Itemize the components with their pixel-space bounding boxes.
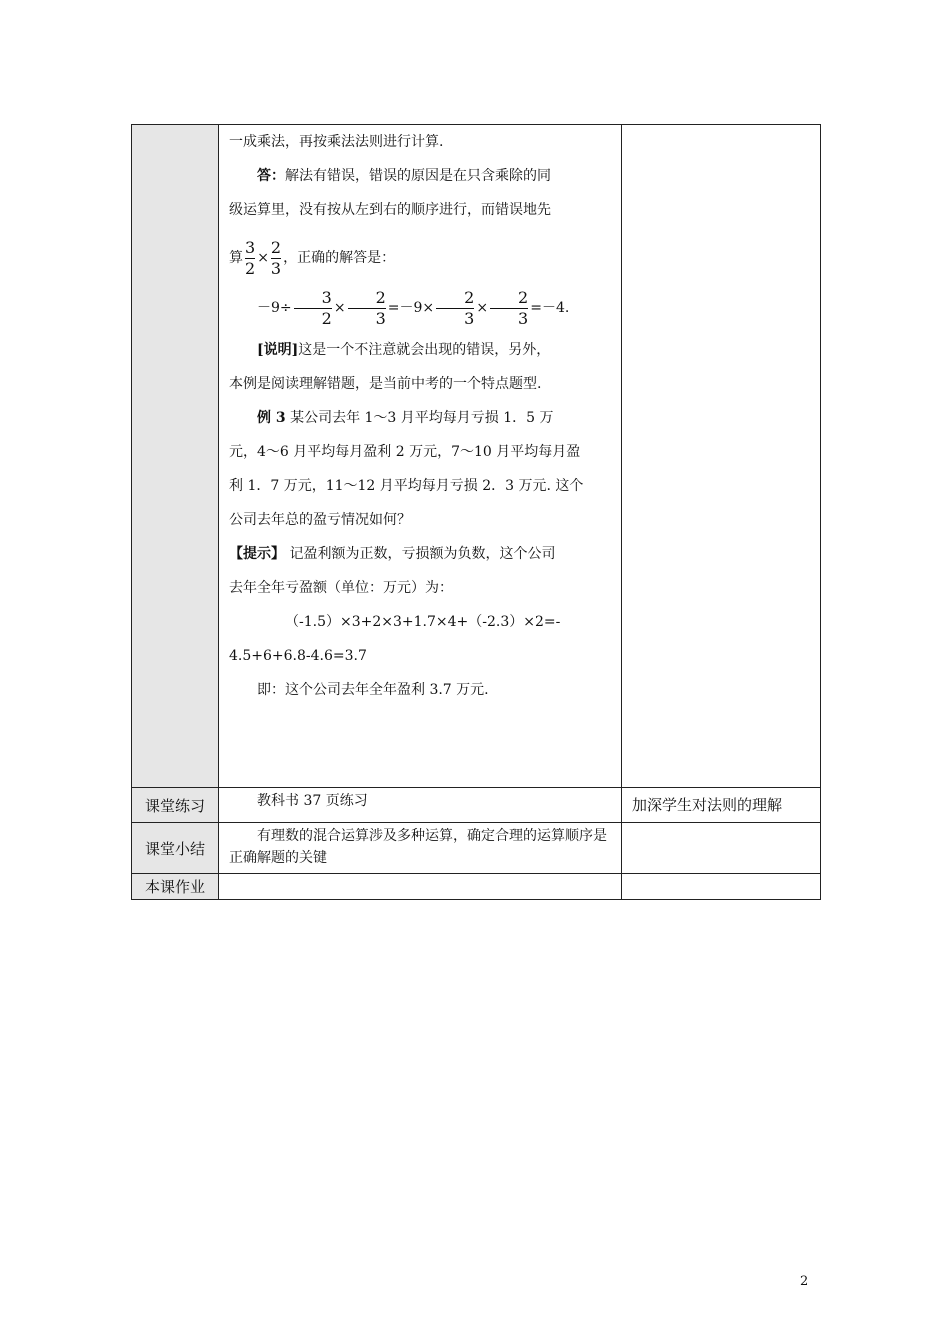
formula-a: （-1.5）×3+2×3+1.7×4+（-2.3）×2=- — [285, 614, 561, 630]
example-text-c: 利 1．7 万元，11～12 月平均每月亏损 2．3 万元. 这个 — [229, 478, 584, 494]
practice-label: 课堂练习 — [144, 796, 205, 815]
practice-note-cell — [622, 788, 821, 823]
answer-text-a: 解法有错误，错误的原因是在只含乘除的同 — [285, 168, 551, 184]
calc-line — [229, 233, 621, 283]
main-row — [132, 125, 821, 788]
eq-mid: =－9× — [387, 300, 435, 316]
answer-line — [229, 159, 621, 193]
hint-label: 【提示】 — [229, 546, 285, 562]
example-label: 例 3 — [257, 410, 286, 426]
example-text-b: 元，4～6 月平均每月盈利 2 万元，7～10 月平均每月盈 — [229, 444, 581, 460]
lesson-plan-table — [131, 124, 821, 900]
homework-row — [132, 874, 821, 900]
fraction-2-3: $\frac{2}{3}$ — [270, 237, 282, 278]
summary-content-cell — [219, 823, 622, 874]
answer-label: 答： — [257, 168, 285, 184]
formula-b: 4.5+6+6.8-4.6=3.7 — [229, 648, 367, 664]
example-text-d: 公司去年总的盈亏情况如何？ — [229, 512, 411, 528]
summary-content: 有理数的混合运算涉及多种运算，确定合理的运算顺序是正确解题的关键 — [229, 828, 607, 866]
line-1: 一成乘法，再按乘法法则进行计算. — [229, 134, 444, 150]
page-number: 2 — [800, 1274, 809, 1289]
summary-row — [132, 823, 821, 874]
main-content — [219, 125, 621, 707]
calc-prefix: 算 — [229, 250, 243, 266]
example-line — [229, 401, 621, 435]
practice-row — [132, 788, 821, 823]
practice-content-cell — [219, 788, 622, 823]
homework-label-cell — [132, 874, 219, 900]
conclusion: 即：这个公司去年全年盈利 3.7 万元. — [257, 682, 489, 698]
fraction-3-2: $\frac{3}{2}$ — [245, 237, 256, 278]
homework-label: 本课作业 — [144, 878, 205, 896]
main-content-cell — [219, 125, 622, 788]
main-note-cell — [622, 125, 821, 788]
homework-note-cell — [622, 874, 821, 900]
eq-start: －9÷ — [257, 300, 292, 316]
eq-fraction-2: $\frac{2}{3}$ — [348, 288, 386, 329]
note-label: [说明] — [257, 342, 299, 358]
hint-line — [229, 537, 621, 571]
example-text-a: 某公司去年 1～3 月平均每月亏损 1．5 万 — [285, 410, 554, 426]
eq-end: =－4. — [530, 300, 570, 316]
equation-line: －9÷ $\frac{3}{2}$ × $\frac{2}{3}$ =－9× $\frac{2}{3}$ × $\frac{2}{3}$ =－4. — [257, 287, 570, 328]
main-label-cell — [132, 125, 219, 788]
answer-text-b: 级运算里，没有按从左到右的顺序进行，而错误地先 — [229, 202, 551, 218]
practice-note: 加深学生对法则的理解 — [632, 796, 783, 814]
eq-fraction-4: $\frac{2}{3}$ — [490, 288, 528, 329]
summary-label: 课堂小结 — [144, 839, 205, 858]
eq-fraction-1: $\frac{3}{2}$ — [294, 288, 332, 329]
calc-suffix: ，正确的解答是： — [283, 250, 396, 266]
hint-text-a: 记盈利额为正数，亏损额为负数，这个公司 — [285, 546, 556, 562]
practice-content: 教科书 37 页练习 — [257, 793, 368, 809]
note-text-b: 本例是阅读理解错题，是当前中考的一个特点题型. — [229, 376, 542, 392]
note-text-a: 这是一个不注意就会出现的错误，另外， — [298, 342, 551, 358]
eq-fraction-3: $\frac{2}{3}$ — [436, 288, 474, 329]
summary-label-cell — [132, 823, 219, 874]
summary-note-cell — [622, 823, 821, 874]
homework-content-cell — [219, 874, 622, 900]
times-sign: × — [257, 250, 269, 266]
note-line — [229, 333, 621, 367]
practice-label-cell — [132, 788, 219, 823]
hint-text-b: 去年全年亏盈额（单位：万元）为： — [229, 580, 453, 596]
